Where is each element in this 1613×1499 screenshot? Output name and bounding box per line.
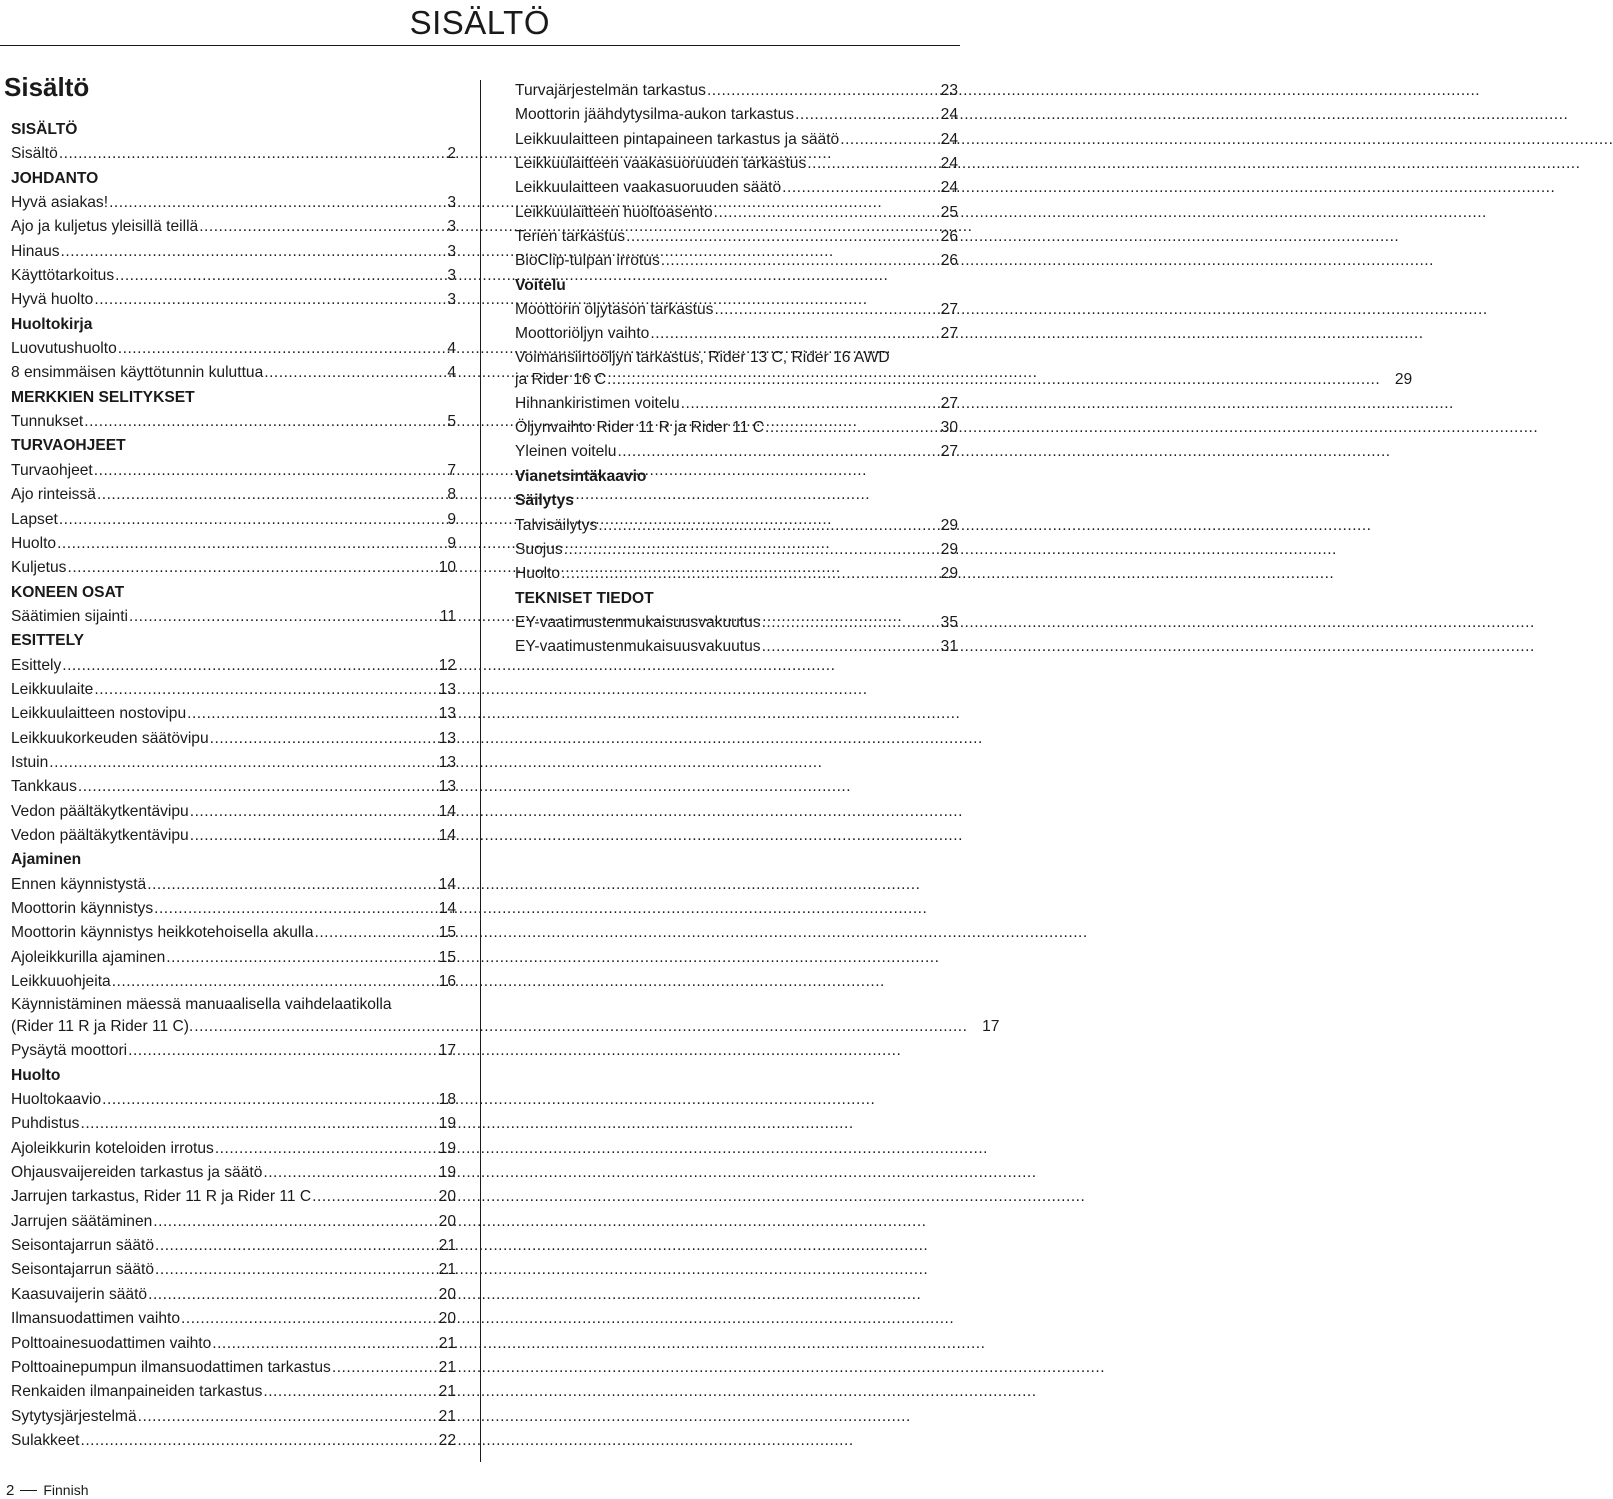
toc-entry-label: EY-vaatimustenmukaisuusvakuutus: [515, 613, 761, 631]
toc-entry[interactable]: [515, 249, 958, 273]
toc-entry[interactable]: [11, 1380, 456, 1404]
toc-entry-label: Terien tarkastus: [515, 228, 626, 246]
toc-entry-page: 16: [438, 973, 456, 991]
toc-heading-label: JOHDANTO: [11, 169, 99, 187]
toc-entry-page: 20: [438, 1188, 456, 1206]
toc-entry-leader: [332, 1356, 424, 1380]
toc-entry[interactable]: [515, 225, 958, 249]
toc-entry-label: Esittely: [11, 656, 62, 674]
toc-entry-label: Moottoriöljyn vaihto: [515, 325, 650, 343]
toc-entry-leader: [598, 514, 926, 538]
toc-heading-label: ESITTELY: [11, 632, 85, 650]
toc-entry-leader: [94, 678, 424, 702]
toc-heading: [515, 465, 958, 489]
toc-entry-label: Ajoleikkurilla ajaminen: [11, 948, 166, 966]
toc-entry-line2: [515, 368, 1412, 392]
toc-entry[interactable]: [11, 605, 456, 629]
toc-entry-page: 29: [1394, 370, 1413, 388]
toc-entry-label: Leikkuulaitteen vaakasuoruuden säätö: [515, 179, 782, 197]
toc-entry-label: Leikkuulaitteen nostovipu: [11, 705, 187, 723]
toc-entry-label: Säätimien sijainti: [11, 607, 129, 625]
toc-entry-leader: [147, 873, 424, 897]
toc-entry-page: 17: [438, 1042, 456, 1060]
toc-entry-page: 18: [438, 1091, 456, 1109]
toc-entry-leader: [154, 897, 424, 921]
toc-entry-page: 26: [940, 252, 958, 270]
toc-entry-leader: [138, 1405, 424, 1429]
toc-entry[interactable]: [515, 611, 958, 635]
footer-page-number: 2: [6, 1482, 15, 1499]
toc-entry[interactable]: [11, 483, 456, 507]
toc-entry-wrap: [11, 994, 999, 1039]
toc-entry-label: Hyvä asiakas!: [11, 194, 109, 212]
toc-entry-leader: [263, 1161, 424, 1185]
toc-entry-label: Luovutushuolto: [11, 340, 117, 358]
toc-entry-page: 13: [438, 753, 456, 771]
header-title: SISÄLTÖ: [409, 4, 550, 41]
toc-entry-leader: [190, 824, 424, 848]
toc-entry-leader: [59, 508, 424, 532]
toc-entry-leader: [181, 1307, 424, 1331]
toc-entry-page: 26: [940, 228, 958, 246]
toc-entry-page: 27: [940, 301, 958, 319]
toc-heading: [11, 313, 456, 337]
toc-entry-page: 24: [940, 106, 958, 124]
toc-entry-page: 21: [438, 1407, 456, 1425]
toc-entry-page: 3: [447, 242, 456, 260]
toc-heading: [11, 848, 456, 872]
toc-entry-page: 29: [940, 565, 958, 583]
toc-entry-label: Renkaiden ilmanpaineiden tarkastus: [11, 1383, 263, 1401]
toc-entry[interactable]: [11, 1210, 456, 1234]
section-title: Sisältö: [4, 72, 90, 102]
toc-entry-page: 24: [940, 155, 958, 173]
toc-entry-leader: [80, 1429, 424, 1453]
toc-entry-leader: [762, 635, 926, 659]
footer-language: Finnish: [43, 1482, 89, 1498]
toc-entry-leader: [194, 1015, 967, 1039]
toc-entry[interactable]: [515, 103, 958, 127]
toc-entry-label: Suojus: [515, 540, 563, 558]
toc-entry[interactable]: [11, 1405, 456, 1429]
toc-entry[interactable]: [515, 347, 1413, 392]
toc-entry-page: 9: [447, 534, 456, 552]
toc-entry-page: 19: [438, 1139, 456, 1157]
toc-entry[interactable]: [11, 1088, 456, 1112]
toc-entry-line2: [11, 1015, 999, 1039]
toc-entry-leader: [312, 1185, 424, 1209]
toc-entry-leader: [212, 1332, 424, 1356]
toc-entry-label: Jarrujen tarkastus, Rider 11 R ja Rider 11 C: [11, 1188, 312, 1206]
toc-entry-label: Lapset: [11, 510, 58, 528]
toc-entry-leader: [807, 152, 926, 176]
toc-entry[interactable]: [11, 410, 456, 434]
toc-entry[interactable]: [11, 1137, 456, 1161]
toc-entry-leader: [155, 1234, 424, 1258]
toc-entry-page: 8: [447, 486, 456, 504]
toc-entry-leader: [714, 201, 926, 225]
toc-entry-label: Polttoainesuodattimen vaihto: [11, 1334, 212, 1352]
toc-entry[interactable]: [11, 240, 456, 264]
toc-entry-leader: [62, 654, 424, 678]
toc-entry-leader: [94, 288, 424, 312]
toc-entry-page: 13: [438, 778, 456, 796]
toc-heading: [11, 118, 456, 142]
toc-heading-label: TEKNISET TIEDOT: [515, 589, 654, 607]
toc-entry-label: Hihnankiristimen voitelu: [515, 394, 680, 412]
toc-entry[interactable]: [11, 1307, 456, 1331]
toc-entry[interactable]: [11, 824, 456, 848]
toc-entry[interactable]: [11, 337, 456, 361]
toc-entry[interactable]: [11, 873, 456, 897]
toc-entry-page: 29: [940, 516, 958, 534]
toc-entry-page: 19: [438, 1164, 456, 1182]
toc-entry-page: 11: [439, 607, 456, 625]
toc-entry-leader: [80, 1112, 424, 1136]
toc-heading-label: Voitelu: [515, 276, 566, 294]
toc-entry-page: 22: [438, 1431, 456, 1449]
toc-entry-leader: [166, 946, 424, 970]
toc-entry-leader: [155, 1258, 424, 1282]
toc-entry-label: Ajo rinteissä: [11, 486, 96, 504]
toc-entry-label: Kaasuvaijerin säätö: [11, 1285, 148, 1303]
toc-entry-page: 29: [940, 540, 958, 558]
toc-entry[interactable]: [515, 416, 958, 440]
toc-entry-leader: [153, 1210, 424, 1234]
toc-entry[interactable]: [11, 678, 456, 702]
toc-entry-page: 17: [982, 1018, 1000, 1036]
toc-entry-leader: [617, 440, 926, 464]
toc-entry-leader: [67, 556, 424, 580]
toc-heading-label: TURVAOHJEET: [11, 437, 126, 455]
toc-entry-page: 13: [438, 729, 456, 747]
toc-entry-page: 13: [438, 680, 456, 698]
toc-entry-page: 27: [940, 394, 958, 412]
toc-entry-label: Leikkuuohjeita: [11, 973, 111, 991]
toc-entry-page: 21: [438, 1383, 456, 1401]
toc-entry[interactable]: [11, 946, 456, 970]
toc-entry-label: Hinaus: [11, 242, 60, 260]
toc-heading: [11, 386, 456, 410]
toc-entry[interactable]: [515, 635, 958, 659]
toc-entry-label: Polttoainepumpun ilmansuodattimen tarkastus: [11, 1358, 331, 1376]
toc-entry-label-line1: Voimansiirtoöljyn tarkastus, Rider 13 C, Rider 16 AWD: [515, 348, 890, 366]
toc-entry[interactable]: [11, 1429, 456, 1453]
toc-entry-page: 14: [438, 875, 456, 893]
toc-entry-label: Puhdistus: [11, 1115, 80, 1133]
toc-entry-leader: [681, 392, 926, 416]
toc-entry[interactable]: [515, 152, 958, 176]
toc-entry-page: 35: [940, 613, 958, 631]
toc-entry-page: 31: [940, 638, 958, 656]
toc-entry-page: 21: [438, 1237, 456, 1255]
toc-entry[interactable]: [515, 392, 958, 416]
toc-entry[interactable]: [11, 1332, 456, 1356]
toc-entry-page: 4: [447, 340, 456, 358]
toc-entry-label: Jarrujen säätäminen: [11, 1212, 153, 1230]
toc-entry-label: Ohjausvaijereiden tarkastus ja säätö: [11, 1164, 263, 1182]
toc-entry-label: Leikkuulaitteen pintapaineen tarkastus ja säätö: [515, 130, 840, 148]
toc-entry-leader: [94, 459, 424, 483]
toc-entry-label: Turvaohjeet: [11, 461, 93, 479]
toc-entry[interactable]: [11, 1112, 456, 1136]
toc-entry[interactable]: [11, 775, 456, 799]
toc-entry-label: Öljynvaihto Rider 11 R ja Rider 11 C: [515, 419, 765, 437]
toc-entry-leader: [102, 1088, 424, 1112]
toc-entry-page: 15: [438, 948, 456, 966]
toc-entry-label: Huolto: [11, 534, 57, 552]
toc-entry[interactable]: [11, 1185, 456, 1209]
toc-entry-leader: [210, 727, 424, 751]
toc-entry-label-line2: ja Rider 16 C: [515, 370, 607, 388]
toc-entry-page: 21: [438, 1334, 456, 1352]
toc-entry[interactable]: [11, 532, 456, 556]
toc-entry-leader: [264, 361, 424, 385]
toc-entry-leader: [762, 611, 926, 635]
toc-entry[interactable]: [515, 538, 958, 562]
toc-entry-label: Ajo ja kuljetus yleisillä teillä: [11, 218, 199, 236]
toc-entry-leader: [714, 298, 926, 322]
toc-entry[interactable]: [515, 79, 958, 103]
toc-entry-page: 2: [447, 145, 456, 163]
toc-heading-label: KONEEN OSAT: [11, 583, 125, 601]
toc-entry-label: Sulakkeet: [11, 1431, 80, 1449]
toc-entry-leader: [199, 215, 424, 239]
toc-entry[interactable]: [11, 264, 456, 288]
toc-heading: [11, 434, 456, 458]
toc-right-column: [515, 79, 1413, 660]
toc-entry-label: Ajoleikkurin koteloiden irrotus: [11, 1139, 214, 1157]
toc-entry-page: 19: [438, 1115, 456, 1133]
toc-entry[interactable]: [11, 1356, 456, 1380]
toc-entry-leader: [78, 775, 424, 799]
toc-entry[interactable]: [11, 361, 456, 385]
toc-entry-page: 27: [940, 325, 958, 343]
toc-entry-page: 3: [447, 267, 456, 285]
toc-heading: [515, 587, 958, 611]
toc-entry-leader: [187, 702, 424, 726]
toc-entry-page: 13: [438, 705, 456, 723]
toc-heading-label: Huolto: [11, 1066, 61, 1084]
toc-entry-leader: [215, 1137, 424, 1161]
toc-entry[interactable]: [515, 322, 958, 346]
toc-entry-page: 9: [447, 510, 456, 528]
toc-heading: [11, 1064, 456, 1088]
toc-heading-label: MERKKIEN SELITYKSET: [11, 388, 195, 406]
toc-entry-leader: [564, 538, 926, 562]
toc-entry-page: 27: [940, 443, 958, 461]
toc-entry[interactable]: [11, 921, 456, 945]
footer-dash: [20, 1490, 37, 1491]
toc-entry-label-line2: (Rider 11 R ja Rider 11 C).: [11, 1018, 194, 1036]
toc-heading: [11, 629, 456, 653]
toc-entry[interactable]: [11, 970, 456, 994]
toc-entry-page: 12: [438, 656, 456, 674]
toc-entry[interactable]: [515, 176, 958, 200]
toc-entry-label: Leikkuulaite: [11, 680, 94, 698]
toc-entry-leader: [707, 79, 926, 103]
toc-entry-page: 21: [438, 1358, 456, 1376]
toc-entry-page: 30: [940, 419, 958, 437]
toc-entry-label: EY-vaatimustenmukaisuusvakuutus: [515, 638, 761, 656]
toc-entry[interactable]: [515, 562, 958, 586]
toc-entry-label: Huoltokaavio: [11, 1091, 102, 1109]
toc-entry-label: 8 ensimmäisen käyttötunnin kuluttua: [11, 364, 264, 382]
toc-entry-page: 10: [438, 559, 456, 577]
toc-entry-page: 25: [940, 203, 958, 221]
toc-entry-label: Ilmansuodattimen vaihto: [11, 1310, 181, 1328]
toc-entry-label: Istuin: [11, 753, 49, 771]
toc-entry[interactable]: [11, 654, 456, 678]
toc-entry-leader: [115, 264, 424, 288]
toc-entry-leader: [128, 1039, 424, 1063]
toc-entry[interactable]: [515, 440, 958, 464]
toc-entry-label: Kuljetus: [11, 559, 67, 577]
toc-entry-leader: [129, 605, 424, 629]
toc-entry-leader: [765, 416, 926, 440]
toc-entry-page: 20: [438, 1285, 456, 1303]
toc-entry-leader: [782, 176, 926, 200]
toc-entry[interactable]: [515, 514, 958, 538]
toc-entry-label: Tankkaus: [11, 778, 77, 796]
toc-heading: [515, 274, 958, 298]
toc-entry-label: Seisontajarrun säätö: [11, 1237, 155, 1255]
toc-entry[interactable]: [11, 994, 1000, 1039]
toc-entry-leader: [112, 970, 424, 994]
toc-entry-page: 4: [447, 364, 456, 382]
toc-entry-label: Talvisäilytys: [515, 516, 598, 534]
toc-entry-leader: [84, 410, 424, 434]
toc-entry-label: Yleinen voitelu: [515, 443, 617, 461]
toc-entry-label: Pysäytä moottori: [11, 1042, 128, 1060]
toc-entry[interactable]: [11, 1234, 456, 1258]
toc-entry-label: Sytytysjärjestelmä: [11, 1407, 137, 1425]
toc-entry-leader: [57, 532, 424, 556]
toc-entry-label: Ennen käynnistystä: [11, 875, 147, 893]
toc-entry[interactable]: [11, 751, 456, 775]
toc-entry-label: Huolto: [515, 565, 561, 583]
toc-entry[interactable]: [11, 1283, 456, 1307]
toc-entry[interactable]: [11, 142, 456, 166]
toc-entry-page: 23: [940, 82, 958, 99]
toc-entry-page: 14: [438, 826, 456, 844]
toc-entry[interactable]: [11, 727, 456, 751]
toc-heading: [11, 581, 456, 605]
toc-entry-leader: [840, 128, 926, 152]
toc-entry-label: Leikkuulaitteen vaakasuoruuden tarkastus: [515, 155, 807, 173]
toc-entry-page: 7: [447, 461, 456, 479]
toc-heading-label: Ajaminen: [11, 851, 82, 869]
column-divider: [480, 80, 481, 1462]
toc-entry[interactable]: [515, 201, 958, 225]
toc-entry[interactable]: [11, 191, 456, 215]
toc-heading-label: Huoltokirja: [11, 315, 93, 333]
toc-entry[interactable]: [11, 508, 456, 532]
toc-entry[interactable]: [11, 1039, 456, 1063]
toc-entry-label: Leikkuulaitteen huoltoasento: [515, 203, 713, 221]
header-rule: [0, 45, 960, 46]
toc-heading: [11, 167, 456, 191]
toc-entry-page: 5: [447, 413, 456, 431]
toc-entry[interactable]: [515, 128, 958, 152]
toc-entry-label: Moottorin käynnistys: [11, 900, 154, 917]
toc-entry[interactable]: [11, 1161, 456, 1185]
toc-entry-leader: [59, 142, 424, 166]
toc-entry[interactable]: [11, 702, 456, 726]
toc-entry[interactable]: [11, 288, 456, 312]
toc-heading-label: SISÄLTÖ: [11, 121, 78, 138]
toc-entry-wrap: [515, 347, 1412, 392]
toc-entry-page: 14: [438, 802, 456, 820]
toc-entry-label: Seisontajarrun säätö: [11, 1261, 155, 1279]
toc-entry-page: 20: [438, 1310, 456, 1328]
toc-entry-page: 3: [447, 194, 456, 212]
toc-entry-leader: [148, 1283, 424, 1307]
toc-entry-leader: [49, 751, 424, 775]
toc-entry-label: Moottorin öljytason tarkastus: [515, 301, 714, 319]
toc-entry-leader: [315, 921, 424, 945]
toc-entry-leader: [61, 240, 424, 264]
toc-entry-label: Vedon päältäkytkentävipu: [11, 826, 189, 844]
toc-entry-page: 15: [438, 924, 456, 942]
toc-entry-page: 3: [447, 218, 456, 236]
toc-heading: [515, 489, 958, 513]
toc-heading-label: Vianetsintäkaavio: [515, 467, 647, 485]
toc-entry-page: 3: [447, 291, 456, 309]
toc-entry-leader: [561, 562, 926, 586]
toc-entry-label: Vedon päältäkytkentävipu: [11, 802, 189, 820]
page-footer: [6, 1482, 88, 1499]
toc-entry-leader: [109, 191, 424, 215]
toc-entry-label: Hyvä huolto: [11, 291, 94, 309]
toc-entry-label: BioClip-tulpan irrotus: [515, 252, 660, 270]
toc-entry-label: Tunnukset: [11, 413, 84, 431]
toc-entry[interactable]: [11, 897, 456, 921]
toc-entry[interactable]: [11, 459, 456, 483]
toc-entry-leader: [795, 103, 926, 127]
toc-entry-page: 20: [438, 1212, 456, 1230]
toc-entry[interactable]: [515, 298, 958, 322]
toc-entry[interactable]: [11, 215, 456, 239]
toc-entry-leader: [97, 483, 424, 507]
toc-entry-label: Leikkuukorkeuden säätövipu: [11, 729, 209, 747]
toc-entry-page: 14: [438, 900, 456, 917]
toc-entry-page: 21: [438, 1261, 456, 1279]
toc-entry-leader: [650, 322, 926, 346]
toc-entry[interactable]: [11, 1258, 456, 1282]
toc-entry[interactable]: [11, 800, 456, 824]
toc-entry-label: Sisältö: [11, 145, 58, 163]
toc-entry-label-line1: Käynnistäminen mäessä manuaalisella vaihdelaatikolla: [11, 996, 392, 1014]
toc-heading-label: Säilytys: [515, 492, 574, 510]
toc-entry-page: 24: [940, 179, 958, 197]
toc-entry-label: Moottorin jäähdytysilma-aukon tarkastus: [515, 106, 795, 124]
toc-entry-leader: [626, 225, 926, 249]
toc-entry-leader: [263, 1380, 424, 1404]
toc-entry-label: Moottorin käynnistys heikkotehoisella akulla: [11, 924, 314, 942]
toc-entry-label: Käyttötarkoitus: [11, 267, 115, 285]
toc-entry-leader: [661, 249, 926, 273]
toc-entry-leader: [607, 368, 1380, 392]
toc-entry-page: 24: [940, 130, 958, 148]
toc-entry[interactable]: [11, 556, 456, 580]
toc-entry-leader: [118, 337, 424, 361]
toc-entry-label: Turvajärjestelmän tarkastus: [515, 82, 706, 99]
toc-entry-leader: [190, 800, 424, 824]
